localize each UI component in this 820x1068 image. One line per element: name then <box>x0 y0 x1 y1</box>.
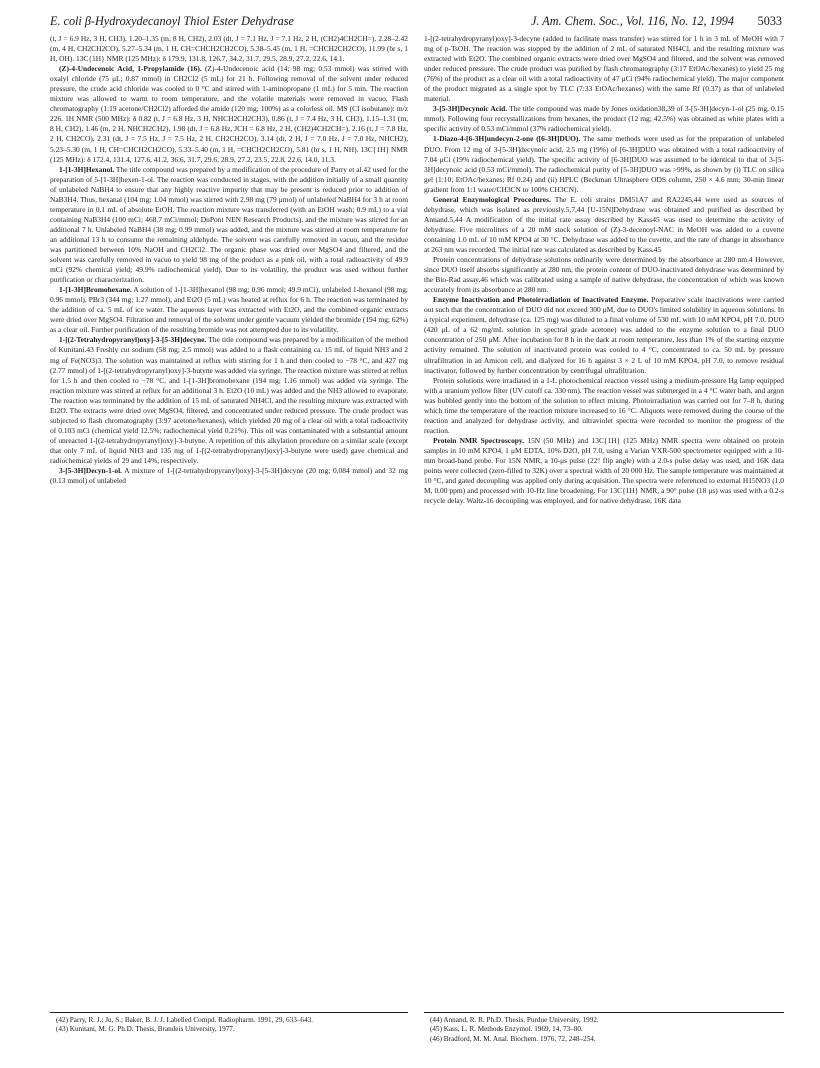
paragraph <box>424 195 784 255</box>
section-heading: Protein NMR Spectroscopy. <box>433 435 525 445</box>
paragraph <box>424 134 784 194</box>
paragraph-text: Preparative scale inactivations were carried out such that the concentration of DUO did not exceed 300 μM, due to DUO's limited solubility in aqueous solutions. In a typical experiment, dehydrase (ca. 125 mg) was diluted to a final volume of 530 mL with 10 mM KPO4, pH 7.0. DUO (420 μL of a 62 mg/mL solution in spectral grade acetone) was added to the enzyme solution to a final DUO concentration of 250 μM. After incubation for 8 h in the dark at room temperature, less than 1% of the starting enzyme activity remained. The solution of inactivated protein was cooled to 4 °C, concentrated to ca. 50 mL by pressure ultrafiltration in an Amicon cell, and dialyzed for 16 h against 3 × 2 L of 10 mM KPO4, pH 7.0, to remove residual inactivator, followed by further concentration by centrifugal ultrafiltration. <box>424 295 784 375</box>
paragraph-text: The title compound was prepared by a modification of the procedure of Parry et al.42 used for the preparation of 5-[1-3H]hexen-1-ol. The reaction was conducted in stages, with the addition initially of a small quantity of unlabeled NaBH4 to ensure that any highly reactive impurity that may be present is reduced prior to addition of NaB3H4. Thus, hexanal (104 mg; 1.04 mmol) was stirred with 2.98 mg (79 μmol) of unlabeled NaBH4 for 3 h at room temperature in 0.1 mL of absolute EtOH. The reaction mixture was transferred (with an EtOH wash; 0.9 mL) to a vial containing NaB3H4 (100 mCi; 468.7 mCi/mmol; DuPont NEN Research Products), and the mixture was stirred for an additional 7 h. Unlabeled NaBH4 (38 mg; 0.99 mmol) was added, and the mixture was stirred at room temperature for an additional 13 h to consume the remaining aldehyde. The solvent was carefully removed in vacuo, and the residue was partitioned between 10% NaOH and CH2Cl2. The organic phase was dried over MgSO4 and filtered, and the solvent was carefully removed in vacuo to yield 98 mg of the product as a pink oil, with a total radioactivity of 49.9 mCi (92% chemical yield; 49.9% radiochemical yield). Due to its volatility, the product was used without further purification or characterization. <box>50 164 408 285</box>
page-number: 5033 <box>757 14 782 28</box>
paragraph-text: The title compound was prepared by a modification of the method of Kunitani.43 Freshly cut sodium (58 mg; 2.5 mmol) was added to a flask containing ca. 15 mL of liquid NH3 and 2 mg of Fe(NO3)3. The solution was maintained at reflux with stirring for 1 h and then cooled to −78 °C, and 427 mg (2.77 mmol) of 1-[(2-tetrahydropyranyl)oxy]-3-butyne was added via syringe. The reaction mixture was stirred at reflux for 1.5 h and then cooled to −78 °C, and 1-[1-3H]bromohexane (194 mg; 1.16 mmol) was added via syringe. The reaction mixture was stirred at reflux for an additional 3 h. Et2O (10 mL) was added and the NH3 allowed to evaporate. The reaction was terminated by the addition of 15 mL of saturated NH4Cl, and the resulting mixture was extracted with Et2O. The extracts were dried over MgSO4, filtered, and concentrated under reduced pressure. The crude product was subjected to flash chromatography (3:97 acetone/hexanes), which yielded 20 mg of a clear oil with a total radioactivity of 0.103 mCi (chemical yield 12.5%; radiochemical yield 0.21%). This oil was contaminated with a substantial amount of unreacted 1-[(2-tetrahydropyranyl)oxy]-3-butyne. A repetition of this alkylation procedure on a similar scale (except that only 7 mL of liquid NH3 and 135 mg of 1-[(2-tetrahydropyranyl)oxy]-3-butyne were used) gave chemical and radiochemical yields of 29 and 14%, respectively. <box>50 335 408 465</box>
section-heading: 3-[5-3H]Decyn-1-ol. <box>59 466 122 476</box>
footnote: (43) Kunitani, M. G. Ph.D. Thesis, Brandeis University, 1977. <box>56 1025 235 1034</box>
section-heading: (Z)-4-Undecenoic Acid, 1-Propylamide (16). <box>59 64 202 74</box>
paragraph <box>424 376 784 436</box>
footnote: (44) Annand, R. R. Ph.D. Thesis, Purdue University, 1992. <box>430 1016 599 1024</box>
paragraph <box>50 64 408 164</box>
paragraph-text: Protein concentrations of dehydrase solutions ordinarily were determined by the absorbance at 280 nm.4 However, since DUO itself absorbs significantly at 280 nm, the protein content of DUO-inactivated dehydrase was determined by the Bio-Rad assay,46 which was calibrated using a sample of native dehydrase, the concentration of which was known accurately from its absorbance at 280 nm. <box>424 255 784 295</box>
running-title: E. coli β-Hydroxydecanoyl Thiol Ester Dehydrase <box>50 14 294 28</box>
paragraph <box>424 255 784 295</box>
section-heading: 1-[1-3H]Hexanol. <box>59 164 115 174</box>
paragraph <box>50 335 408 466</box>
paragraph <box>50 466 408 486</box>
section-heading: 1-[(2-Tetrahydropyranyl)oxy]-3-[5-3H]decyne. <box>59 335 207 345</box>
paragraph <box>50 285 408 335</box>
section-heading: 1-Diazo-4-[6-3H]undecyn-2-one ([6-3H]DUO). <box>433 134 581 144</box>
footnotes-left <box>50 1012 408 1035</box>
footnote-divider <box>50 1012 408 1013</box>
section-heading: 1-[1-3H]Bromohexane. <box>59 285 132 295</box>
paragraph-text: The same methods were used as for the preparation of unlabeled DUO. From 12 mg of 3-[5-3H]decynoic acid, 2.5 mg (19%) of [6-3H]DUO was obtained with a total radioactivity of 7.04 μCi (19% radiochemical yield). The specific activity of [6-3H]DUO was assumed to be identical to that of 3-[5-3H]decynoic acid (0.53 mCi/mmol). The radiochemical purity of [5-3H]DUO was >99%, as shown by (i) TLC on silica gel (1:10; EtOAc/hexanes; Rf 0.24) and (ii) HPLC (Beckman Ultrasphere ODS column, 250 × 4.6 mm; 30-min linear gradient from 1:1 water/CH3CN to 100% CH3CN). <box>424 134 785 194</box>
paragraph-text: (t, J = 6.9 Hz, 3 H, CH3), 1.20–1.35 (m, 8 H, CH2), 2.03 (dt, J = 7.1 Hz, J = 7.1 Hz, 2 H, (CH2)4CH2CH=), 2.28–2.42 (m, 4 H, CH2CH2CO), 5.27–5.34 (m, 1 H, CH=CHCH2CH2CO), 5.38–5.45 (m, 1 H, =CHCH2CH2CO), 11.99 (br s, 1 H, OH). 13C{1H} NMR (125 MHz): δ 179.9, 131.8, 126.7, 34.2, 31.7, 29.5, 28.9, 27.2, 22.6, 14.1. <box>50 34 408 64</box>
paragraph <box>50 34 408 64</box>
footnote: (46) Bradford, M. M. Anal. Biochem. 1976, 72, 248–254. <box>430 1034 596 1043</box>
section-heading: Enzyme Inactivation and Photoirradiation of Inactivated Enzyme. <box>433 295 649 305</box>
footnote: (45) Kass, L. R. Methods Enzymol. 1969, 14, 73–80. <box>430 1025 583 1034</box>
footnote-divider <box>424 1012 784 1013</box>
paragraph-text: Protein solutions were irradiated in a 1-L photochemical reaction vessel using a medium-pressure Hg lamp equipped with a uranium yellow filter (UV cutoff ca. 330 nm). The reaction vessel was submerged in a 4 °C water bath, and argon was bubbled gently into the bottom of the solution to effect mixing. Photoirradiation was carried out for 7–8 h, during which time the temperature of the reaction mixture increased to 16 °C. Aliquots were removed during the course of the reaction and analyzed for dehydrase activity, and ultraviolet spectra were recorded to monitor the progress of the reaction. <box>424 375 784 435</box>
paragraph <box>424 34 784 104</box>
paragraph <box>50 165 408 286</box>
paragraph-text: A solution of 1-[1-3H]hexanol (98 mg; 0.96 mmol; 49.9 mCi), unlabeled 1-hexanol (98 mg; 0.96 mmol), PBr3 (344 mg; 1.27 mmol), and Et2O (5 mL) was heated at reflux for 6 h. The reaction was terminated by the addition of ca. 5 mL of ice water. The aqueous layer was extracted with Et2O, and the combined organic extracts were dried over MgSO4. Filtration and removal of the solvent under gentle vacuum yielded the bromide (194 mg; 62%) as a clear oil. Further purification of the resulting bromide was not attempted due to its volatility. <box>50 285 408 335</box>
running-header <box>50 14 782 32</box>
paragraph <box>424 104 784 134</box>
section-heading: General Enzymological Procedures. <box>433 194 551 204</box>
paragraph-text: The title compound was made by Jones oxidation38,39 of 3-[5-3H]decyn-1-ol (25 mg, 0.15 mmol). Following four recrystallizations from hexanes, the product (12 mg; 42.5%) was obtained as white plates with a specific activity of 0.53 mCi/mmol (37% radiochemical yield). <box>424 104 784 134</box>
paragraph-text: 1-[(2-tetrahydropyranyl)oxy]-3-decyne (added to facilitate mass transfer) was stirred for 1 h in 3 mL of MeOH with 7 mg of p-TsOH. The reaction was stopped by the addition of 2 mL of saturated NH4Cl, and the resulting mixture was extracted with Et2O. The combined organic extracts were dried over MgSO4 and filtered, and the solvent was removed under reduced pressure. The crude product was purified by flash chromatography (3:17 EtOAc/hexanes) to yield 25 mg (76%) of the product as a clear oil with a total radioactivity of 47 μCi (94% radiochemical yield). The major component of the product migrated as a single spot by TLC (7:33 EtOAc/hexanes) with the same Rf (0.37) as that of unlabeled material. <box>424 34 784 104</box>
left-column <box>50 34 408 486</box>
section-heading: 3-[5-3H]Decynoic Acid. <box>433 104 508 114</box>
paragraph <box>424 295 784 375</box>
paragraph-text: 15N (50 MHz) and 13C{1H} (125 MHz) NMR spectra were obtained on protein samples in 10 mM KPO4, 1 μM EDTA, 10% D2O, pH 7.0, using a Varian VXR-500 spectrometer equipped with a 10-mm broad-band probe. For 15N NMR, a 10-μs pulse (22° flip angle) with a 2.0-s pulse delay was used, and 16K data points were collected (zero-filled to 32K) over a spectral width of 20 000 Hz. The sample temperature was maintained at 10 °C, and gated decoupling was applied only during acquisition. The spectra were referenced to external H15NO3 (1.0 M, 0.00 ppm) and processed with 10-Hz line broadening. For 13C{1H} NMR, a 90° pulse (18 μs) was used with a 0.2-s recycle delay. Waltz-16 decoupling was employed, and for native dehydrase, 16K data <box>424 435 784 506</box>
footnotes-right <box>424 1012 784 1044</box>
paragraph-text: (Z)-4-Undecenoic acid (14; 98 mg; 0.53 mmol) was stirred with oxalyl chloride (75 μL; 0.87 mmol) in CH2Cl2 (5 mL) for 21 h. Following removal of the solvent under reduced pressure, the crude acid chloride was cooled to 0 °C and stirred with 1-aminopropane (1 mL) for 5 min. The reaction mixture was allowed to warm to room temperature, and the volatile materials were removed in vacuo. Flash chromatography (1:19 acetone/CH2Cl2) afforded the amide (120 mg; 100%) as a colorless oil. MS (CI isobutane): m/z 226. 1H NMR (500 MHz): δ 0.82 (t, J = 6.8 Hz, 3 H, NHCH2CH2CH3), 0.86 (t, J = 7.4 Hz, 3 H, CH3), 1.15–1.31 (m, 8 H, CH2), 1.46 (m, 2 H, NHCH2CH2), 1.98 (dt, J = 6.8 Hz, JCH = 6.8 Hz, 2 H, (CH2)4CH2CH=), 2.16 (t, J = 7.8 Hz, 2 H, CH2CO), 2.31 (dt, J = 7.5 Hz, J = 7.5 Hz, 2 H, CH2CH2CO), 3.14 (dt, 2 H, J = 7.0 Hz, J = 7.0 Hz, NHCH2), 5.23–5.30 (m, 1 H, CH=CHCH2CH2CO), 5.33–5.40 (m, 1 H, =CHCH2CH2CO), 5.81 (br s, 1 H, NH). 13C{1H} NMR (125 MHz): δ 172.4, 131.4, 127.6, 41.2, 36.6, 31.7, 29.6, 28.9, 27.2, 23.5, 22.8, 22.6, 14.0, 11.3. <box>50 64 408 164</box>
right-column <box>424 34 784 506</box>
paragraph <box>424 436 784 506</box>
paragraph-text: The E. coli strains DM51A7 and RA2245,44 were used as sources of dehydrase, which was isolated as previously.5,7,44 [U-15N]Dehydrase was obtained and purified as described by Annand.5,44 A modification of the initial rate assay described by Kass45 was used to determine the activity of dehydrase. Five microliters of a 20 mM stock solution of (Z)-3-decenoyl-NAC in MeOH was added to a cuvette containing 1.0 mL of 10 mM KPO4 at 30 °C. Dehydrase was added to the cuvette, and the rate of change in absorbance at 263 nm was recorded. The initial rate was calculated as described by Kass.45 <box>424 194 784 254</box>
paragraph-text: A mixture of 1-[(2-tetrahydropyranyl)oxy]-3-[5-3H]decyne (20 mg; 0.084 mmol) and 32 mg (0.13 mmol) of unlabeled <box>50 466 408 486</box>
footnote: (42) Parry, R. J.; Ju, S.; Baker, B. J. J. Labelled Compd. Radiopharm. 1991, 29, 633–643. <box>56 1016 313 1024</box>
journal-citation: J. Am. Chem. Soc., Vol. 116, No. 12, 1994 <box>531 14 734 28</box>
